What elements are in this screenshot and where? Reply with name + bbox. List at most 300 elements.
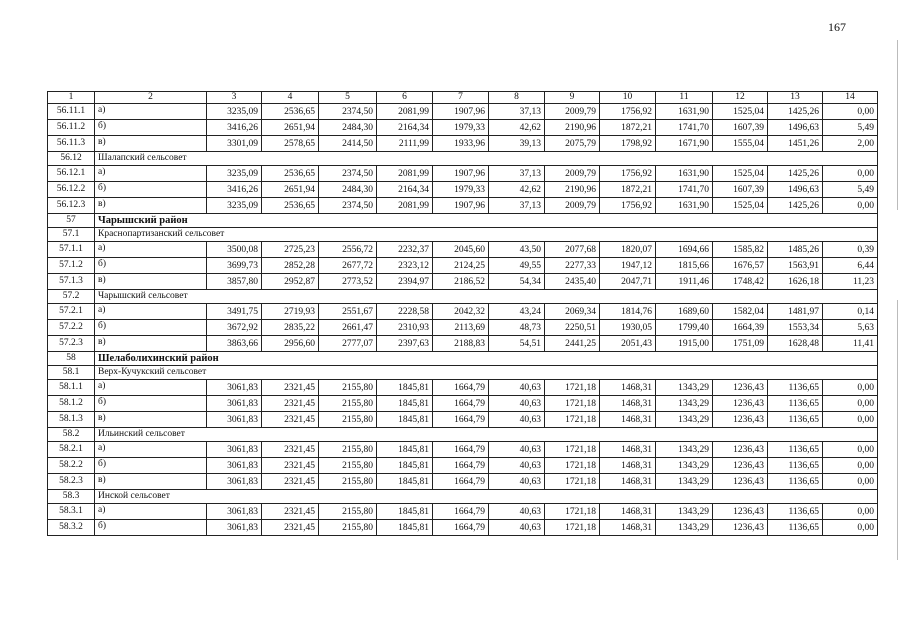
value-cell: 2075,79 [545,136,600,152]
value-cell: 2190,96 [545,120,600,136]
value-cell: 1136,65 [768,520,823,536]
value-cell: 1343,29 [656,474,713,490]
district-row [48,214,878,228]
row-code: 58.2.2 [48,458,95,474]
value-cell: 1721,18 [545,396,600,412]
row-subtype: а) [95,304,207,320]
value-cell: 2155,80 [319,458,377,474]
value-cell: 0,00 [823,458,878,474]
value-cell: 2321,45 [262,442,319,458]
value-cell: 1485,26 [768,242,823,258]
council-title: Краснопартизанский сельсовет [95,228,878,242]
value-cell: 2536,65 [262,198,319,214]
value-cell: 2321,45 [262,458,319,474]
tariff-table [47,91,878,536]
row-code: 58.3 [48,490,95,504]
value-cell: 1664,79 [433,520,489,536]
value-cell: 1676,57 [713,258,768,274]
column-number: 14 [823,92,878,104]
table-row [48,336,878,352]
value-cell: 2,00 [823,136,878,152]
value-cell: 1626,18 [768,274,823,290]
value-cell: 1721,18 [545,504,600,520]
value-cell: 2155,80 [319,520,377,536]
district-row [48,352,878,366]
value-cell: 2045,60 [433,242,489,258]
value-cell: 1525,04 [713,166,768,182]
value-cell: 2081,99 [377,104,433,120]
row-code: 58.1 [48,366,95,380]
value-cell: 2081,99 [377,166,433,182]
value-cell: 1845,81 [377,504,433,520]
value-cell: 3416,26 [207,120,262,136]
value-cell: 2321,45 [262,474,319,490]
value-cell: 2047,71 [600,274,656,290]
value-cell: 1525,04 [713,104,768,120]
table-row [48,304,878,320]
column-number: 7 [433,92,489,104]
value-cell: 1555,04 [713,136,768,152]
row-subtype: б) [95,520,207,536]
value-cell: 2321,45 [262,504,319,520]
value-cell: 1671,90 [656,136,713,152]
value-cell: 1845,81 [377,412,433,428]
value-cell: 49,55 [489,258,545,274]
value-cell: 2232,37 [377,242,433,258]
value-cell: 1343,29 [656,504,713,520]
council-title: Ильинский сельсовет [95,428,878,442]
value-cell: 5,49 [823,182,878,198]
value-cell: 2164,34 [377,182,433,198]
value-cell: 2009,79 [545,198,600,214]
value-cell: 1664,79 [433,442,489,458]
value-cell: 5,49 [823,120,878,136]
value-cell: 0,00 [823,380,878,396]
row-code: 56.12.3 [48,198,95,214]
value-cell: 37,13 [489,166,545,182]
value-cell: 1933,96 [433,136,489,152]
value-cell: 3235,09 [207,166,262,182]
value-cell: 1979,33 [433,182,489,198]
value-cell: 2374,50 [319,104,377,120]
value-cell: 2051,43 [600,336,656,352]
value-cell: 2155,80 [319,412,377,428]
value-cell: 3061,83 [207,412,262,428]
value-cell: 1628,48 [768,336,823,352]
value-cell: 40,63 [489,474,545,490]
scan-edge-mark [897,300,898,560]
table-row [48,442,878,458]
row-code: 57.2.2 [48,320,95,336]
value-cell: 1979,33 [433,120,489,136]
value-cell: 2661,47 [319,320,377,336]
value-cell: 40,63 [489,520,545,536]
value-cell: 3699,73 [207,258,262,274]
value-cell: 1468,31 [600,504,656,520]
value-cell: 1721,18 [545,520,600,536]
column-number: 6 [377,92,433,104]
row-code: 58.1.3 [48,412,95,428]
row-subtype: в) [95,336,207,352]
value-cell: 6,44 [823,258,878,274]
row-code: 56.11.3 [48,136,95,152]
value-cell: 5,63 [823,320,878,336]
value-cell: 1741,70 [656,120,713,136]
value-cell: 1451,26 [768,136,823,152]
value-cell: 1798,92 [600,136,656,152]
value-cell: 1585,82 [713,242,768,258]
value-cell: 2484,30 [319,182,377,198]
value-cell: 2852,28 [262,258,319,274]
value-cell: 1721,18 [545,380,600,396]
row-code: 58.1.2 [48,396,95,412]
value-cell: 1756,92 [600,166,656,182]
value-cell: 1136,65 [768,380,823,396]
value-cell: 2155,80 [319,504,377,520]
value-cell: 1845,81 [377,474,433,490]
value-cell: 0,00 [823,520,878,536]
row-subtype: а) [95,242,207,258]
row-code: 58.1.1 [48,380,95,396]
value-cell: 1664,79 [433,458,489,474]
table-row [48,474,878,490]
value-cell: 1631,90 [656,198,713,214]
value-cell: 1664,79 [433,474,489,490]
value-cell: 1845,81 [377,458,433,474]
value-cell: 1911,46 [656,274,713,290]
row-code: 57.2 [48,290,95,304]
value-cell: 1425,26 [768,166,823,182]
column-number: 12 [713,92,768,104]
value-cell: 1468,31 [600,380,656,396]
value-cell: 1468,31 [600,442,656,458]
value-cell: 37,13 [489,198,545,214]
value-cell: 1468,31 [600,396,656,412]
row-subtype: б) [95,396,207,412]
value-cell: 1721,18 [545,412,600,428]
value-cell: 40,63 [489,396,545,412]
row-subtype: б) [95,182,207,198]
table-row [48,104,878,120]
council-row [48,366,878,380]
value-cell: 1664,79 [433,504,489,520]
value-cell: 1756,92 [600,104,656,120]
page-number: 167 [828,20,846,34]
value-cell: 1664,79 [433,380,489,396]
row-subtype: а) [95,504,207,520]
value-cell: 1468,31 [600,474,656,490]
value-cell: 40,63 [489,412,545,428]
value-cell: 1814,76 [600,304,656,320]
row-code: 57.1.3 [48,274,95,290]
value-cell: 2321,45 [262,412,319,428]
value-cell: 3301,09 [207,136,262,152]
value-cell: 0,00 [823,166,878,182]
value-cell: 1915,00 [656,336,713,352]
value-cell: 2009,79 [545,166,600,182]
value-cell: 2310,93 [377,320,433,336]
value-cell: 1845,81 [377,396,433,412]
value-cell: 2186,52 [433,274,489,290]
row-subtype: б) [95,458,207,474]
value-cell: 2321,45 [262,520,319,536]
value-cell: 42,62 [489,120,545,136]
value-cell: 3491,75 [207,304,262,320]
value-cell: 1721,18 [545,442,600,458]
value-cell: 3500,08 [207,242,262,258]
table-row [48,242,878,258]
value-cell: 3061,83 [207,458,262,474]
value-cell: 2956,60 [262,336,319,352]
council-title: Инской сельсовет [95,490,878,504]
value-cell: 1425,26 [768,104,823,120]
value-cell: 1820,07 [600,242,656,258]
value-cell: 2394,97 [377,274,433,290]
value-cell: 3061,83 [207,520,262,536]
value-cell: 1343,29 [656,396,713,412]
value-cell: 1136,65 [768,442,823,458]
table-row [48,380,878,396]
row-code: 58.3.1 [48,504,95,520]
row-code: 58.2.1 [48,442,95,458]
value-cell: 2321,45 [262,396,319,412]
value-cell: 2397,63 [377,336,433,352]
value-cell: 0,00 [823,104,878,120]
value-cell: 2556,72 [319,242,377,258]
column-number: 2 [95,92,207,104]
value-cell: 1481,97 [768,304,823,320]
value-cell: 1136,65 [768,474,823,490]
value-cell: 48,73 [489,320,545,336]
value-cell: 1525,04 [713,198,768,214]
row-code: 58.2 [48,428,95,442]
table-row [48,320,878,336]
value-cell: 3235,09 [207,198,262,214]
council-title: Чарышский сельсовет [95,290,878,304]
value-cell: 2155,80 [319,474,377,490]
value-cell: 1751,09 [713,336,768,352]
value-cell: 2113,69 [433,320,489,336]
row-code: 56.12.1 [48,166,95,182]
row-subtype: а) [95,104,207,120]
row-subtype: б) [95,320,207,336]
council-row [48,490,878,504]
value-cell: 40,63 [489,458,545,474]
value-cell: 1136,65 [768,396,823,412]
value-cell: 3061,83 [207,380,262,396]
value-cell: 0,14 [823,304,878,320]
row-code: 56.11.2 [48,120,95,136]
row-subtype: в) [95,136,207,152]
value-cell: 1236,43 [713,458,768,474]
value-cell: 2441,25 [545,336,600,352]
value-cell: 2374,50 [319,198,377,214]
value-cell: 1664,79 [433,396,489,412]
value-cell: 1136,65 [768,458,823,474]
district-title: Чарышский район [95,214,878,228]
value-cell: 37,13 [489,104,545,120]
table-row [48,166,878,182]
table-row [48,258,878,274]
row-code: 57.2.3 [48,336,95,352]
column-number: 5 [319,92,377,104]
value-cell: 1694,66 [656,242,713,258]
council-row [48,428,878,442]
value-cell: 2536,65 [262,104,319,120]
council-title: Шалапский сельсовет [95,152,878,166]
value-cell: 2250,51 [545,320,600,336]
value-cell: 2551,67 [319,304,377,320]
value-cell: 1496,63 [768,182,823,198]
table-body [48,104,878,536]
value-cell: 3416,26 [207,182,262,198]
value-cell: 1689,60 [656,304,713,320]
value-cell: 3061,83 [207,474,262,490]
value-cell: 1907,96 [433,198,489,214]
value-cell: 3061,83 [207,442,262,458]
scan-edge-mark [897,40,898,210]
value-cell: 40,63 [489,442,545,458]
value-cell: 1664,39 [713,320,768,336]
value-cell: 1631,90 [656,166,713,182]
value-cell: 43,50 [489,242,545,258]
value-cell: 1947,12 [600,258,656,274]
row-subtype: в) [95,274,207,290]
value-cell: 1236,43 [713,396,768,412]
value-cell: 2111,99 [377,136,433,152]
value-cell: 2228,58 [377,304,433,320]
council-row [48,228,878,242]
row-code: 57.2.1 [48,304,95,320]
row-subtype: а) [95,166,207,182]
value-cell: 3235,09 [207,104,262,120]
column-number: 3 [207,92,262,104]
row-subtype: б) [95,258,207,274]
row-subtype: а) [95,380,207,396]
value-cell: 42,62 [489,182,545,198]
row-subtype: б) [95,120,207,136]
column-number: 1 [48,92,95,104]
value-cell: 2414,50 [319,136,377,152]
value-cell: 1236,43 [713,520,768,536]
value-cell: 1607,39 [713,182,768,198]
value-cell: 3672,92 [207,320,262,336]
column-number: 4 [262,92,319,104]
value-cell: 1553,34 [768,320,823,336]
row-code: 57 [48,214,95,228]
value-cell: 1136,65 [768,504,823,520]
value-cell: 2081,99 [377,198,433,214]
value-cell: 0,00 [823,198,878,214]
value-cell: 2124,25 [433,258,489,274]
value-cell: 1496,63 [768,120,823,136]
value-cell: 2651,94 [262,182,319,198]
column-number: 13 [768,92,823,104]
value-cell: 2155,80 [319,380,377,396]
value-cell: 1582,04 [713,304,768,320]
value-cell: 1236,43 [713,412,768,428]
value-cell: 3061,83 [207,396,262,412]
value-cell: 1872,21 [600,120,656,136]
value-cell: 54,34 [489,274,545,290]
value-cell: 11,41 [823,336,878,352]
value-cell: 1631,90 [656,104,713,120]
value-cell: 1741,70 [656,182,713,198]
value-cell: 1236,43 [713,504,768,520]
row-code: 57.1.2 [48,258,95,274]
table-row [48,198,878,214]
value-cell: 2069,34 [545,304,600,320]
row-code: 57.1.1 [48,242,95,258]
column-number: 8 [489,92,545,104]
table-row [48,396,878,412]
value-cell: 1815,66 [656,258,713,274]
row-code: 58.3.2 [48,520,95,536]
value-cell: 11,23 [823,274,878,290]
table-row [48,120,878,136]
value-cell: 1721,18 [545,474,600,490]
value-cell: 2277,33 [545,258,600,274]
value-cell: 1930,05 [600,320,656,336]
value-cell: 1799,40 [656,320,713,336]
value-cell: 1907,96 [433,104,489,120]
row-subtype: а) [95,442,207,458]
value-cell: 1756,92 [600,198,656,214]
value-cell: 2536,65 [262,166,319,182]
value-cell: 2323,12 [377,258,433,274]
value-cell: 0,00 [823,474,878,490]
value-cell: 2651,94 [262,120,319,136]
value-cell: 39,13 [489,136,545,152]
value-cell: 1907,96 [433,166,489,182]
value-cell: 1425,26 [768,198,823,214]
row-subtype: в) [95,412,207,428]
table-row [48,274,878,290]
value-cell: 2773,52 [319,274,377,290]
table-row [48,182,878,198]
value-cell: 2155,80 [319,396,377,412]
value-cell: 3863,66 [207,336,262,352]
value-cell: 1136,65 [768,412,823,428]
value-cell: 2042,32 [433,304,489,320]
value-cell: 2190,96 [545,182,600,198]
column-number: 9 [545,92,600,104]
value-cell: 1607,39 [713,120,768,136]
value-cell: 2677,72 [319,258,377,274]
value-cell: 1748,42 [713,274,768,290]
value-cell: 0,00 [823,504,878,520]
value-cell: 1468,31 [600,412,656,428]
row-code: 57.1 [48,228,95,242]
value-cell: 40,63 [489,504,545,520]
value-cell: 0,00 [823,412,878,428]
row-subtype: в) [95,474,207,490]
council-title: Верх-Кучукский сельсовет [95,366,878,380]
value-cell: 2155,80 [319,442,377,458]
value-cell: 1721,18 [545,458,600,474]
value-cell: 1343,29 [656,458,713,474]
value-cell: 0,39 [823,242,878,258]
value-cell: 0,00 [823,396,878,412]
value-cell: 1343,29 [656,412,713,428]
council-row [48,290,878,304]
value-cell: 1468,31 [600,458,656,474]
value-cell: 1236,43 [713,474,768,490]
column-number: 11 [656,92,713,104]
value-cell: 2188,83 [433,336,489,352]
table-row [48,458,878,474]
value-cell: 2719,93 [262,304,319,320]
